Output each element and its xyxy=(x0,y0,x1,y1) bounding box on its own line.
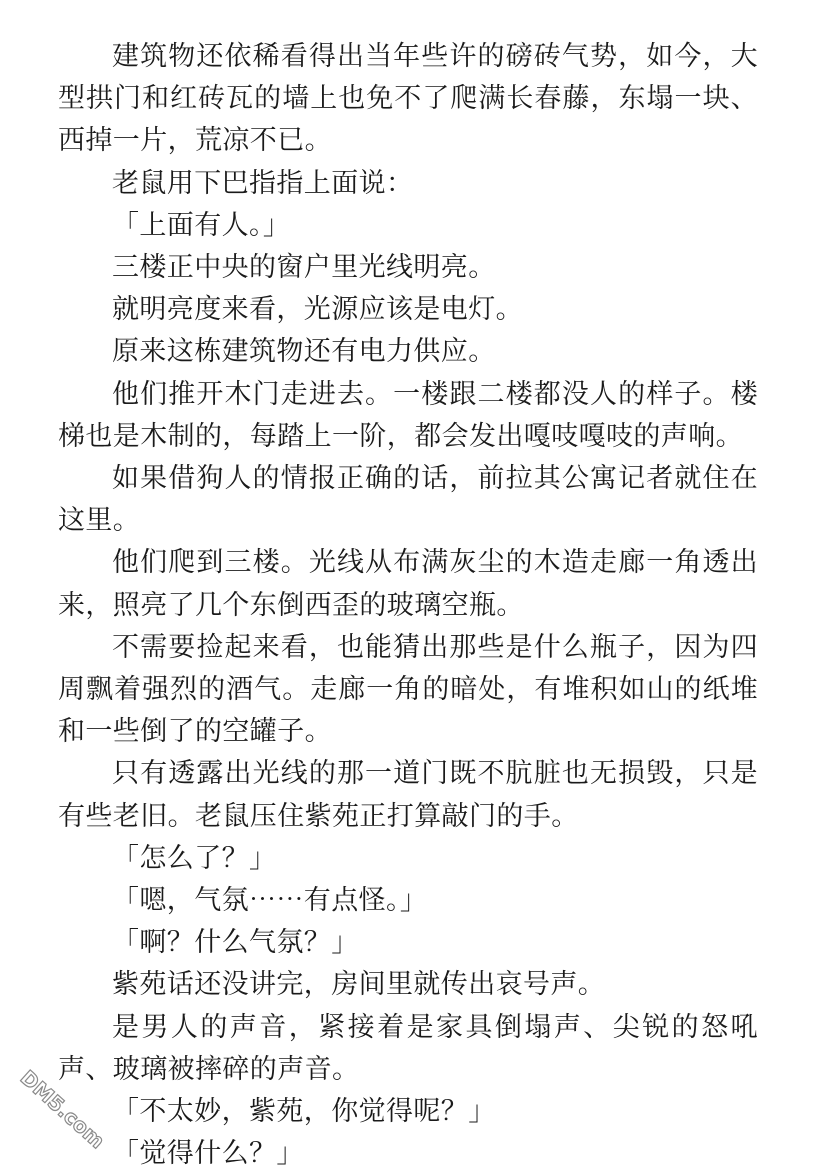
paragraph: 不需要捡起来看，也能猜出那些是什么瓶子，因为四周飘着强烈的酒气。走廊一角的暗处，有堆积如山的纸堆和一些倒了的空罐子。 xyxy=(58,631,758,748)
paragraph: 原来这栋建筑物还有电力供应。 xyxy=(112,336,496,368)
paragraph: 「嗯，气氛⋯⋯有点怪。」 xyxy=(112,885,428,917)
paragraph: 只有透露出光线的那一道门既不肮脏也无损毁，只是有些老旧。老鼠压住紫苑正打算敲门的手。 xyxy=(58,758,758,832)
watermark-mark xyxy=(16,1065,110,1153)
paragraph: 如果借狗人的情报正确的话，前拉其公寓记者就住在这里。 xyxy=(58,463,758,537)
paragraph: 他们推开木门走进去。一楼跟二楼都没人的样子。楼梯也是木制的，每踏上一阶，都会发出嘎吱嘎吱的声响。 xyxy=(58,378,758,452)
paragraph: 老鼠用下巴指指上面说： xyxy=(112,167,414,199)
paragraph: 「上面有人。」 xyxy=(112,209,291,241)
paragraph: 就明亮度来看，光源应该是电灯。 xyxy=(112,294,523,326)
paragraph: 他们爬到三楼。光线从布满灰尘的木造走廊一角透出来，照亮了几个东倒西歪的玻璃空瓶。 xyxy=(58,547,758,621)
paragraph: 「不太妙，紫苑，你觉得呢？」 xyxy=(112,1096,496,1128)
watermark-text: DM5.com xyxy=(15,1065,110,1154)
paragraph: 是男人的声音，紧接着是家具倒塌声、尖锐的怒吼声、玻璃被摔碎的声音。 xyxy=(58,1011,758,1085)
paragraph: 三楼正中央的窗户里光线明亮。 xyxy=(112,252,496,284)
dm5-watermark-logo xyxy=(14,1062,110,1158)
body-text xyxy=(58,36,758,1175)
paragraph: 「觉得什么？」 xyxy=(112,1138,304,1170)
paragraph: 紫苑话还没讲完，房间里就传出哀号声。 xyxy=(112,969,606,1001)
paragraph: 建筑物还依稀看得出当年些许的磅砖气势，如今，大型拱门和红砖瓦的墙上也免不了爬满长春藤，东塌一块、西掉一片，荒凉不已。 xyxy=(58,41,758,157)
paragraph: 「怎么了？」 xyxy=(112,842,277,874)
paragraph: 「啊？什么气氛？」 xyxy=(112,927,359,959)
